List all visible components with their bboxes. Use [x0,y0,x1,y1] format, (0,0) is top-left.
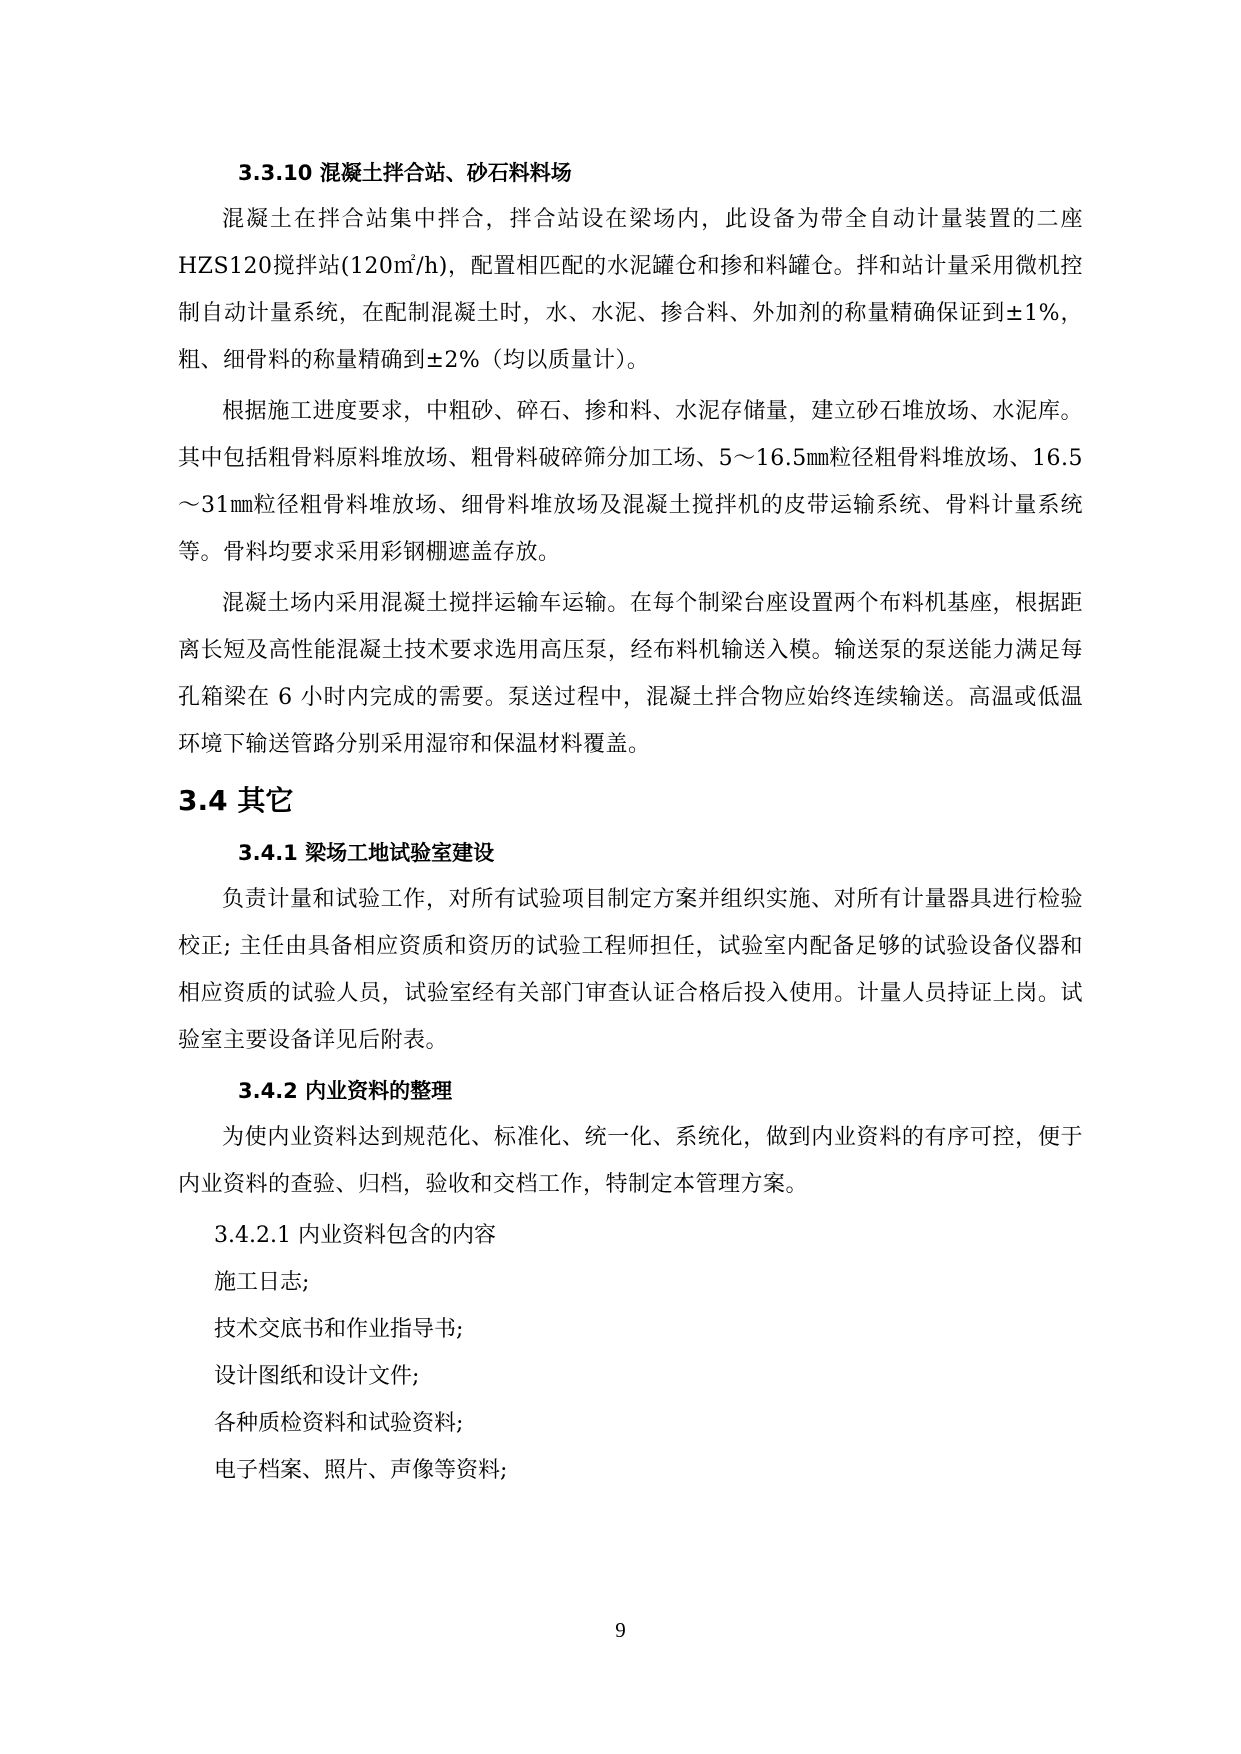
list-item: 各种质检资料和试验资料; [214,1411,464,1436]
list-item: 施工日志; [214,1270,310,1295]
paragraph-aggregate-yard: 根据施工进度要求，中粗砂、碎石、掺和料、水泥存储量，建立砂石堆放场、水泥库。其中包括粗骨料原料堆放场、粗骨料破碎筛分加工场、5～16.5㎜粒径粗骨料堆放场、16.5～31㎜粒径粗骨料堆放场、细骨料堆放场及混凝土搅拌机的皮带运输系统、骨料计量系统等。骨料均要求采用彩钢棚遮盖存放。 [178,399,1083,565]
section-heading-3-4-1: 3.4.1 梁场工地试验室建设 [238,841,495,865]
list-item: 设计图纸和设计文件; [214,1364,420,1389]
document-page [178,150,1083,1494]
list-item: 电子档案、照片、声像等资料; [214,1458,508,1483]
list-item: 技术交底书和作业指导书; [214,1317,464,1342]
paragraph-mixing-station: 混凝土在拌合站集中拌合，拌合站设在梁场内，此设备为带全自动计量装置的二座HZS120搅拌站(120㎡/h)，配置相匹配的水泥罐仓和掺和料罐仓。拌和站计量采用微机控制自动计量系统，在配制混凝土时，水、水泥、掺合料、外加剂的称量精确保证到±1%，粗、细骨料的称量精确到±2%（均以质量计）。 [178,207,1083,373]
section-heading-3-3-10: 3.3.10 混凝土拌合站、砂石料料场 [238,161,572,185]
page-number: 9 [615,1618,626,1642]
subheading-3-4-2-1: 3.4.2.1 内业资料包含的内容 [214,1223,496,1248]
section-heading-3-4: 3.4 其它 [178,784,294,817]
section-heading-3-4-2: 3.4.2 内业资料的整理 [238,1079,453,1103]
paragraph-internal-documents: 为使内业资料达到规范化、标准化、统一化、系统化，做到内业资料的有序可控，便于内业资料的查验、归档，验收和交档工作，特制定本管理方案。 [178,1125,1083,1197]
paragraph-concrete-transport: 混凝土场内采用混凝土搅拌运输车运输。在每个制梁台座设置两个布料机基座，根据距离长短及高性能混凝土技术要求选用高压泵，经布料机输送入模。输送泵的泵送能力满足每孔箱梁在 6 小时内完成的需要。泵送过程中，混凝土拌合物应始终连续输送。高温或低温环境下输送管路分别采用湿帘和保温材料覆盖。 [178,591,1083,757]
paragraph-test-lab: 负责计量和试验工作，对所有试验项目制定方案并组织实施、对所有计量器具进行检验校正; 主任由具备相应资质和资历的试验工程师担任，试验室内配备足够的试验设备仪器和相应资质的试验人员，试验室经有关部门审查认证合格后投入使用。计量人员持证上岗。试验室主要设备详见后附表。 [178,887,1083,1053]
